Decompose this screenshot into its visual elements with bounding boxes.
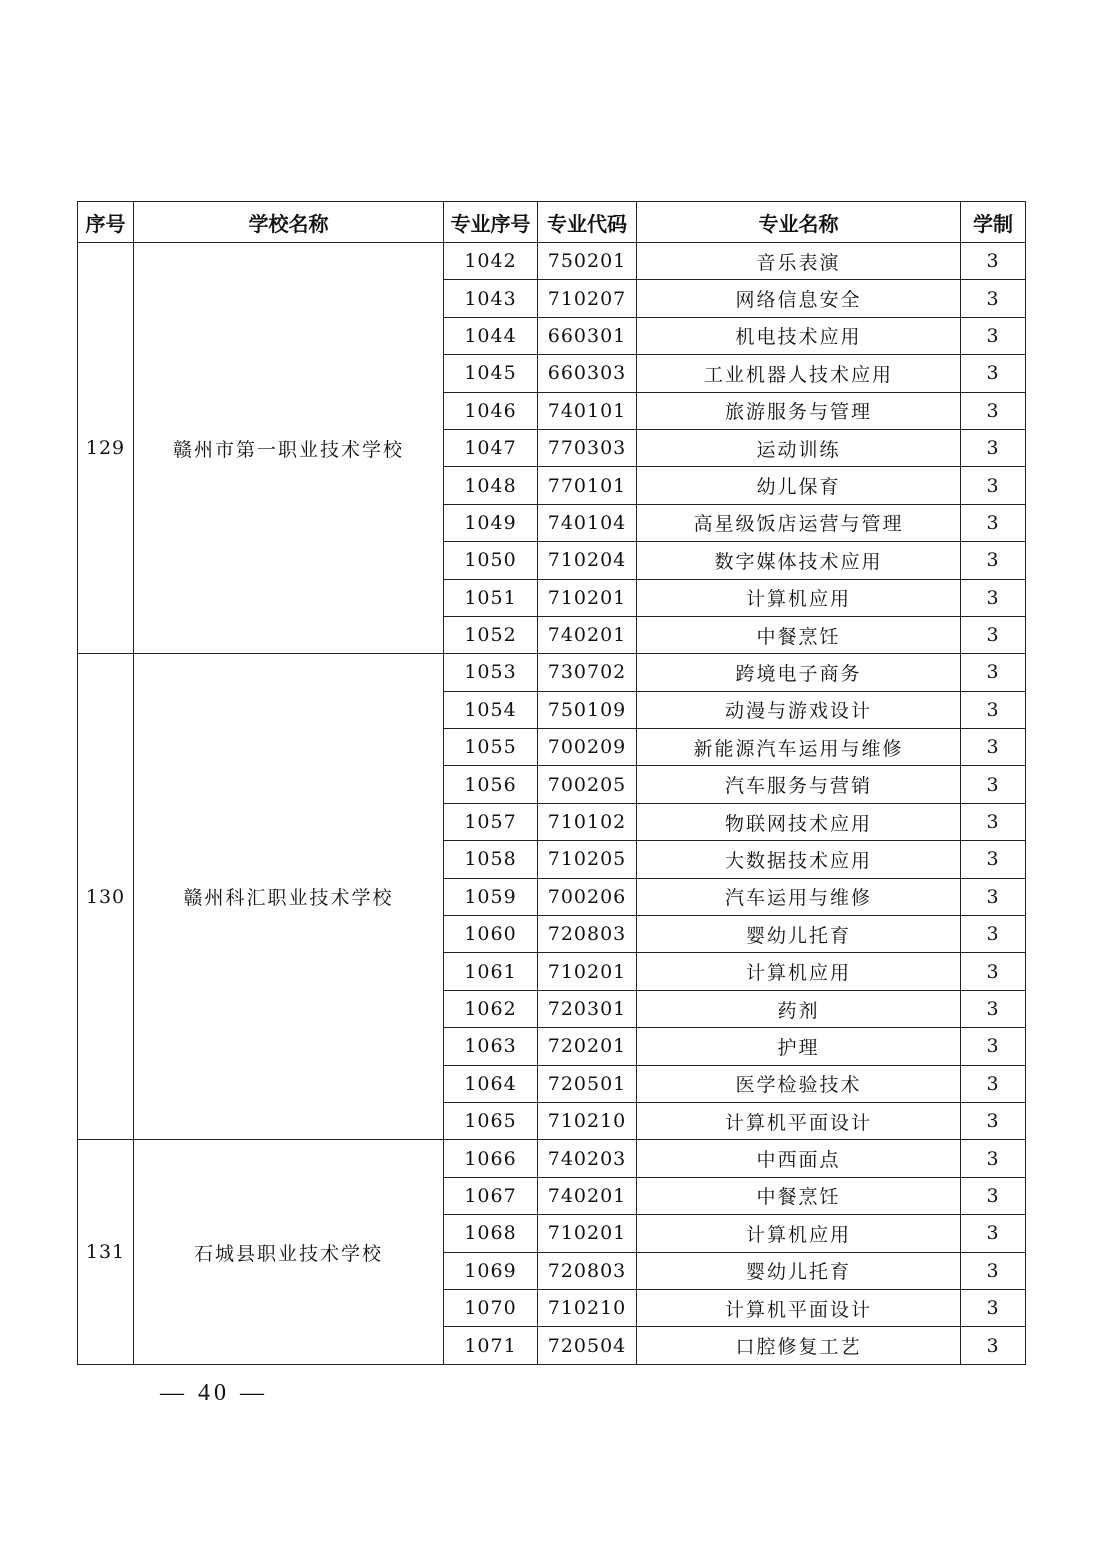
major-seq-cell: 1047 [444, 429, 538, 466]
duration-cell: 3 [961, 429, 1026, 466]
major-seq-cell: 1050 [444, 542, 538, 579]
major-code-cell: 720501 [538, 1065, 637, 1102]
header-major-name: 专业名称 [637, 202, 961, 243]
major-code-cell: 710204 [538, 542, 637, 579]
duration-cell: 3 [961, 467, 1026, 504]
major-seq-cell: 1054 [444, 691, 538, 728]
major-code-cell: 700205 [538, 766, 637, 803]
major-code-cell: 740101 [538, 392, 637, 429]
duration-cell: 3 [961, 729, 1026, 766]
major-code-cell: 710210 [538, 1102, 637, 1139]
major-seq-cell: 1061 [444, 953, 538, 990]
major-name-cell: 汽车运用与维修 [637, 878, 961, 915]
major-code-cell: 720504 [538, 1327, 637, 1364]
duration-cell: 3 [961, 1102, 1026, 1139]
major-name-cell: 跨境电子商务 [637, 654, 961, 691]
major-code-cell: 720803 [538, 1252, 637, 1289]
major-seq-cell: 1065 [444, 1102, 538, 1139]
duration-cell: 3 [961, 355, 1026, 392]
major-seq-cell: 1067 [444, 1177, 538, 1214]
major-seq-cell: 1052 [444, 616, 538, 653]
duration-cell: 3 [961, 579, 1026, 616]
major-code-cell: 720803 [538, 916, 637, 953]
major-name-cell: 婴幼儿托育 [637, 916, 961, 953]
major-name-cell: 新能源汽车运用与维修 [637, 729, 961, 766]
major-name-cell: 数字媒体技术应用 [637, 542, 961, 579]
major-seq-cell: 1063 [444, 1028, 538, 1065]
major-name-cell: 计算机平面设计 [637, 1289, 961, 1326]
major-name-cell: 计算机应用 [637, 1215, 961, 1252]
major-code-cell: 730702 [538, 654, 637, 691]
school-index: 129 [78, 243, 134, 654]
major-name-cell: 计算机应用 [637, 579, 961, 616]
major-seq-cell: 1062 [444, 990, 538, 1027]
major-name-cell: 大数据技术应用 [637, 841, 961, 878]
major-code-cell: 660301 [538, 317, 637, 354]
page-number: — 40 — [160, 1380, 268, 1406]
major-code-cell: 660303 [538, 355, 637, 392]
major-seq-cell: 1069 [444, 1252, 538, 1289]
major-seq-cell: 1057 [444, 803, 538, 840]
major-name-cell: 婴幼儿托育 [637, 1252, 961, 1289]
header-duration: 学制 [961, 202, 1026, 243]
header-row [78, 202, 1026, 243]
header-school-name: 学校名称 [134, 202, 444, 243]
major-seq-cell: 1060 [444, 916, 538, 953]
major-code-cell: 710201 [538, 579, 637, 616]
duration-cell: 3 [961, 1028, 1026, 1065]
major-code-cell: 740201 [538, 1177, 637, 1214]
duration-cell: 3 [961, 916, 1026, 953]
major-name-cell: 旅游服务与管理 [637, 392, 961, 429]
major-code-cell: 720201 [538, 1028, 637, 1065]
major-name-cell: 汽车服务与营销 [637, 766, 961, 803]
header-index: 序号 [78, 202, 134, 243]
major-code-cell: 740201 [538, 616, 637, 653]
major-seq-cell: 1049 [444, 504, 538, 541]
major-seq-cell: 1059 [444, 878, 538, 915]
major-code-cell: 710201 [538, 953, 637, 990]
major-seq-cell: 1045 [444, 355, 538, 392]
major-code-cell: 710205 [538, 841, 637, 878]
duration-cell: 3 [961, 317, 1026, 354]
header-major-seq: 专业序号 [444, 202, 538, 243]
duration-cell: 3 [961, 803, 1026, 840]
program-table [77, 201, 1026, 1365]
major-seq-cell: 1048 [444, 467, 538, 504]
header-major-code: 专业代码 [538, 202, 637, 243]
major-name-cell: 动漫与游戏设计 [637, 691, 961, 728]
major-seq-cell: 1070 [444, 1289, 538, 1326]
major-code-cell: 750109 [538, 691, 637, 728]
major-name-cell: 计算机平面设计 [637, 1102, 961, 1139]
duration-cell: 3 [961, 1140, 1026, 1177]
duration-cell: 3 [961, 542, 1026, 579]
school-name: 赣州科汇职业技术学校 [134, 654, 444, 1140]
duration-cell: 3 [961, 280, 1026, 317]
major-name-cell: 计算机应用 [637, 953, 961, 990]
major-name-cell: 中餐烹饪 [637, 1177, 961, 1214]
major-seq-cell: 1068 [444, 1215, 538, 1252]
duration-cell: 3 [961, 691, 1026, 728]
major-name-cell: 幼儿保育 [637, 467, 961, 504]
major-name-cell: 药剂 [637, 990, 961, 1027]
major-name-cell: 工业机器人技术应用 [637, 355, 961, 392]
table-row [78, 654, 1026, 691]
duration-cell: 3 [961, 1177, 1026, 1214]
major-seq-cell: 1042 [444, 243, 538, 280]
major-seq-cell: 1051 [444, 579, 538, 616]
major-code-cell: 720301 [538, 990, 637, 1027]
duration-cell: 3 [961, 1065, 1026, 1102]
major-code-cell: 710207 [538, 280, 637, 317]
major-seq-cell: 1071 [444, 1327, 538, 1364]
duration-cell: 3 [961, 841, 1026, 878]
major-name-cell: 音乐表演 [637, 243, 961, 280]
major-seq-cell: 1046 [444, 392, 538, 429]
school-index: 130 [78, 654, 134, 1140]
duration-cell: 3 [961, 1327, 1026, 1364]
school-name: 石城县职业技术学校 [134, 1140, 444, 1364]
major-code-cell: 740104 [538, 504, 637, 541]
major-code-cell: 770101 [538, 467, 637, 504]
major-code-cell: 700209 [538, 729, 637, 766]
duration-cell: 3 [961, 1252, 1026, 1289]
duration-cell: 3 [961, 616, 1026, 653]
major-name-cell: 中西面点 [637, 1140, 961, 1177]
major-code-cell: 750201 [538, 243, 637, 280]
duration-cell: 3 [961, 243, 1026, 280]
major-seq-cell: 1044 [444, 317, 538, 354]
duration-cell: 3 [961, 990, 1026, 1027]
major-seq-cell: 1056 [444, 766, 538, 803]
major-name-cell: 医学检验技术 [637, 1065, 961, 1102]
duration-cell: 3 [961, 504, 1026, 541]
table-row [78, 243, 1026, 280]
school-index: 131 [78, 1140, 134, 1364]
major-seq-cell: 1058 [444, 841, 538, 878]
major-name-cell: 运动训练 [637, 429, 961, 466]
duration-cell: 3 [961, 878, 1026, 915]
major-seq-cell: 1053 [444, 654, 538, 691]
duration-cell: 3 [961, 1289, 1026, 1326]
duration-cell: 3 [961, 654, 1026, 691]
major-code-cell: 710102 [538, 803, 637, 840]
duration-cell: 3 [961, 766, 1026, 803]
major-code-cell: 710201 [538, 1215, 637, 1252]
major-code-cell: 710210 [538, 1289, 637, 1326]
major-code-cell: 700206 [538, 878, 637, 915]
major-name-cell: 中餐烹饪 [637, 616, 961, 653]
major-name-cell: 口腔修复工艺 [637, 1327, 961, 1364]
table-row [78, 1140, 1026, 1177]
major-name-cell: 网络信息安全 [637, 280, 961, 317]
school-name: 赣州市第一职业技术学校 [134, 243, 444, 654]
major-code-cell: 770303 [538, 429, 637, 466]
duration-cell: 3 [961, 953, 1026, 990]
duration-cell: 3 [961, 392, 1026, 429]
major-seq-cell: 1064 [444, 1065, 538, 1102]
major-name-cell: 机电技术应用 [637, 317, 961, 354]
major-seq-cell: 1043 [444, 280, 538, 317]
major-seq-cell: 1055 [444, 729, 538, 766]
major-seq-cell: 1066 [444, 1140, 538, 1177]
major-name-cell: 护理 [637, 1028, 961, 1065]
major-name-cell: 物联网技术应用 [637, 803, 961, 840]
major-code-cell: 740203 [538, 1140, 637, 1177]
major-name-cell: 高星级饭店运营与管理 [637, 504, 961, 541]
duration-cell: 3 [961, 1215, 1026, 1252]
